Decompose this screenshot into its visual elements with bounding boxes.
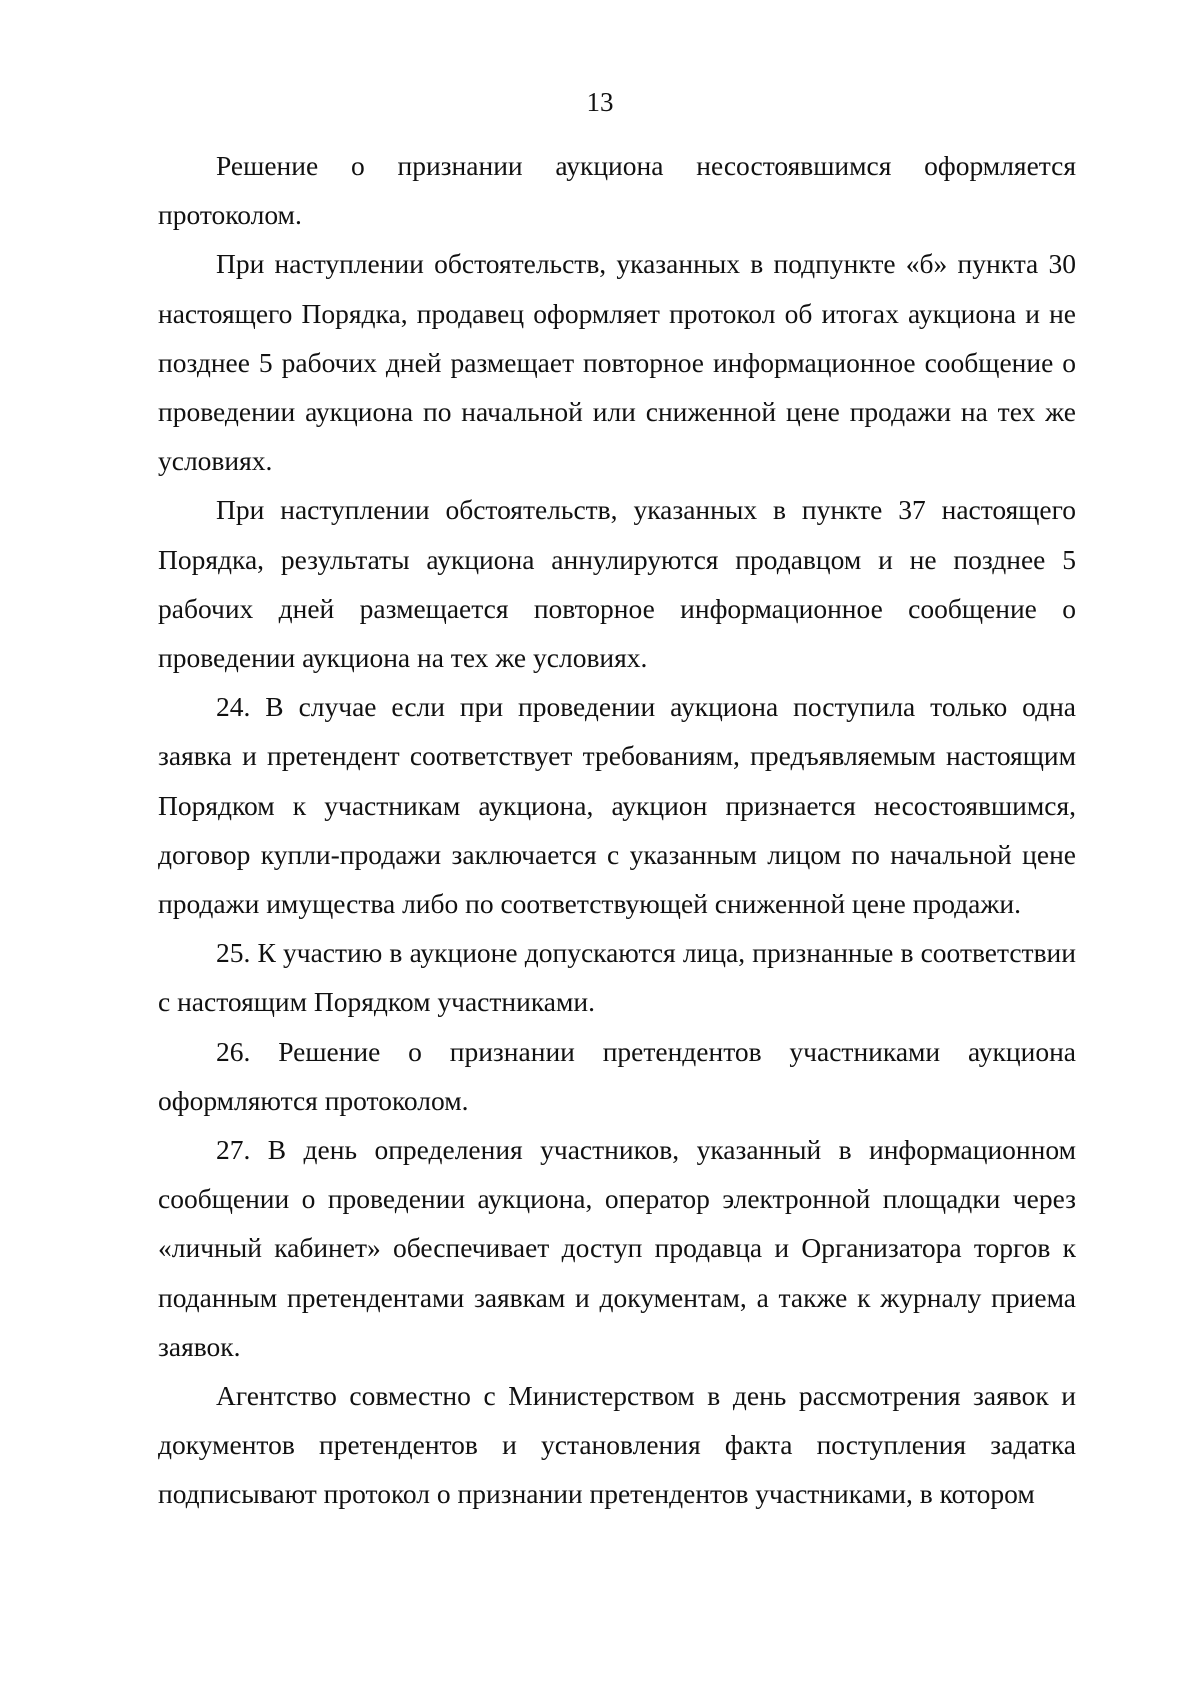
- document-body: [158, 141, 1076, 1519]
- page-number: 13: [586, 87, 614, 117]
- paragraph-item-27: 27. В день определения участников, указанный в информационном сообщении о проведении аукциона, оператор электронной площадки через «личный кабинет» обеспечивает доступ продавца и Организатора торгов к поданным претендентами заявкам и документам, а также к журналу приема заявок.: [158, 1134, 1076, 1362]
- paragraph-item-25: 25. К участию в аукционе допускаются лица, признанные в соответствии с настоящим Порядком участниками.: [158, 937, 1076, 1018]
- paragraph-agency-protocol: Агентство совместно с Министерством в день рассмотрения заявок и документов претендентов и установления факта поступления задатка подписывают протокол о признании претендентов участниками, в котором: [158, 1380, 1076, 1510]
- paragraph-item-24: 24. В случае если при проведении аукциона поступила только одна заявка и претендент соответствует требованиям, предъявляемым настоящим Порядком к участникам аукциона, аукцион признается несостоявшимся, договор купли-продажи заключается с указанным лицом по начальной цене продажи имущества либо по соответствующей сниженной цене продажи.: [158, 691, 1076, 920]
- paragraph-item-26: 26. Решение о признании претендентов участниками аукциона оформляются протоколом.: [158, 1035, 1076, 1116]
- paragraph-subitem-b-circumstances: При наступлении обстоятельств, указанных в подпункте «б» пункта 30 настоящего Порядка, продавец оформляет протокол об итогах аукциона и не позднее 5 рабочих дней размещает повторное информационное сообщение о проведении аукциона по начальной или сниженной цене продажи на тех же условиях.: [158, 248, 1076, 477]
- paragraph-auction-failed-protocol: Решение о признании аукциона несостоявшимся оформляется протоколом.: [158, 150, 1076, 231]
- paragraph-item-37-circumstances: При наступлении обстоятельств, указанных в пункте 37 настоящего Порядка, результаты аукциона аннулируются продавцом и не позднее 5 рабочих дней размещается повторное информационное сообщение о проведении аукциона на тех же условиях.: [158, 494, 1076, 674]
